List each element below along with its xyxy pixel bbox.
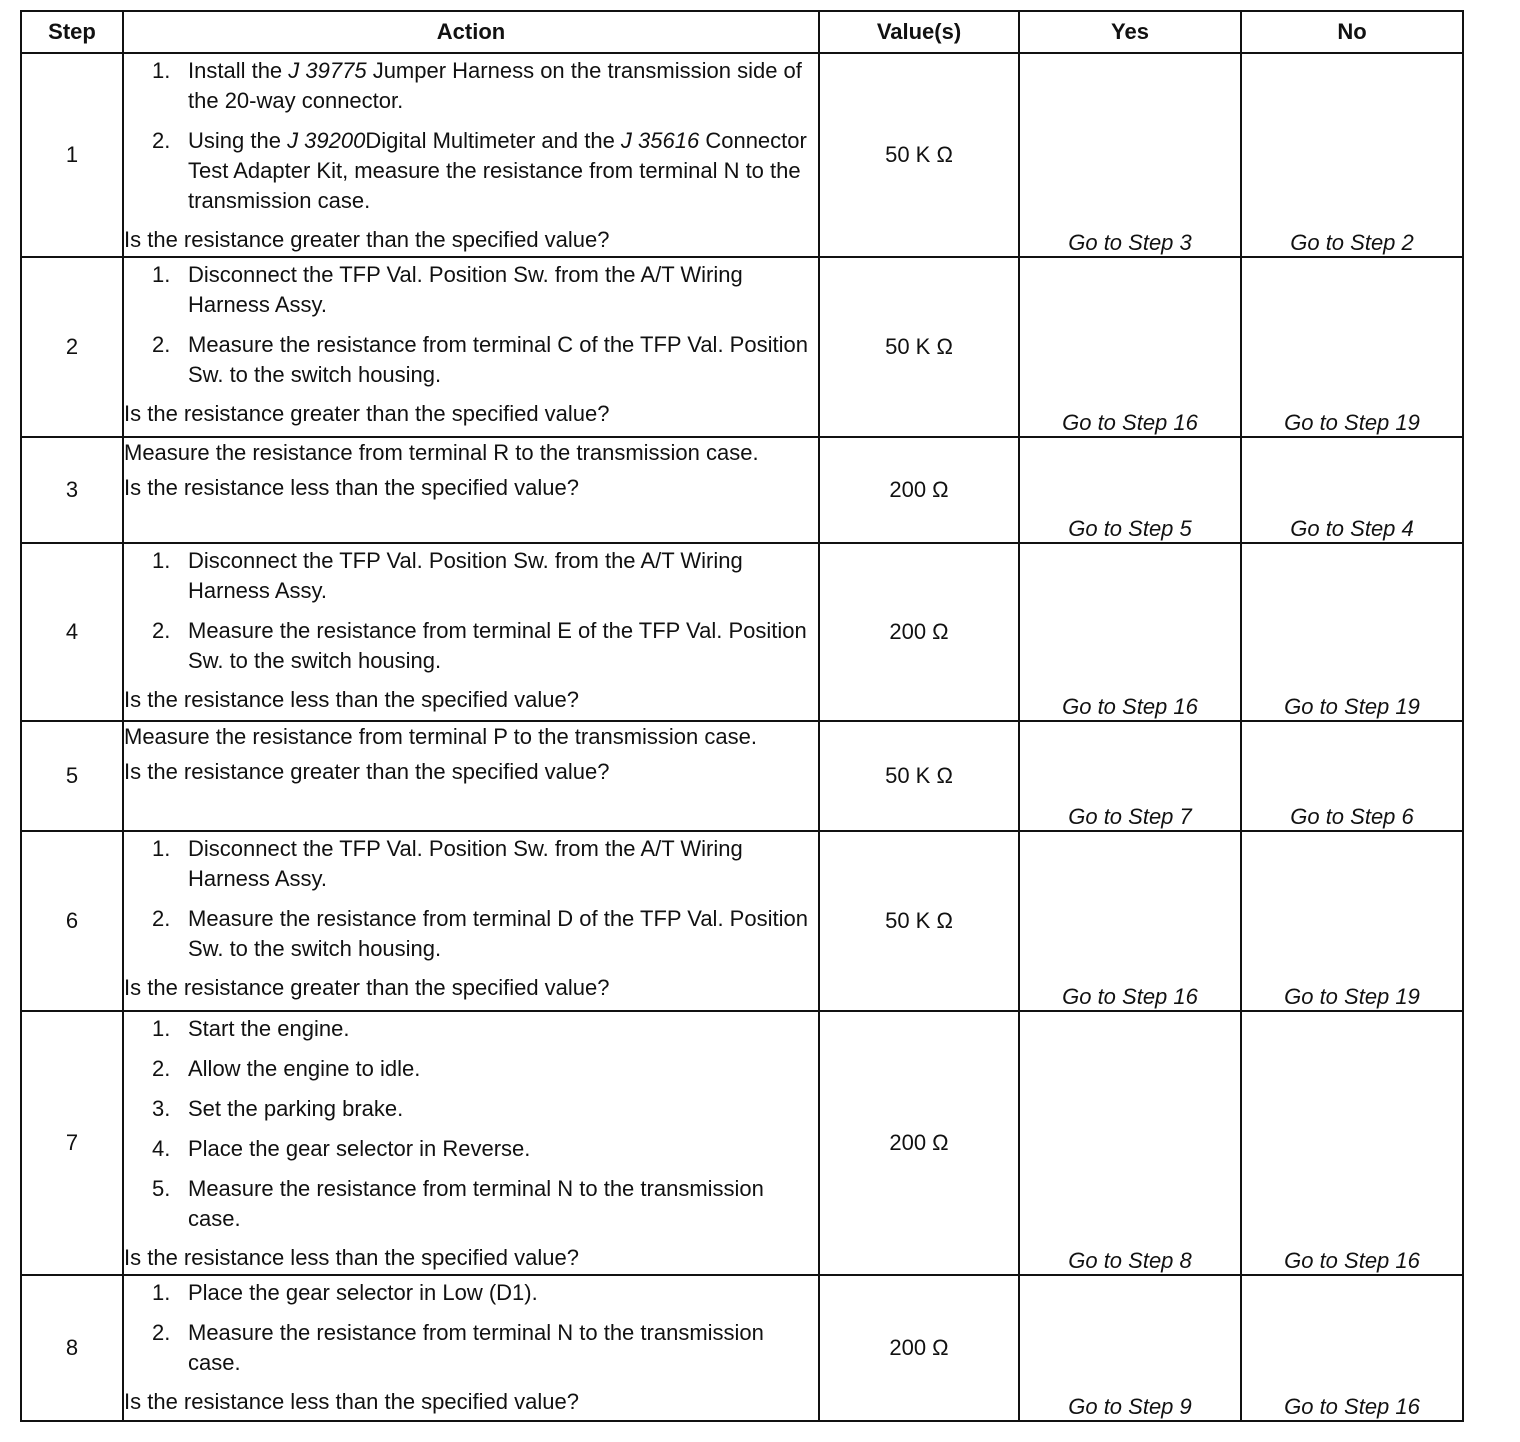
no-cell: Go to Step 6 xyxy=(1241,721,1463,831)
diagnostic-table xyxy=(20,10,1464,1422)
item-text: Measure the resistance from terminal D of the TFP Val. Position Sw. to the switch housing. xyxy=(188,906,808,961)
question-text: Is the resistance greater than the specified value? xyxy=(124,759,610,784)
table-row xyxy=(21,721,1463,831)
no-cell: Go to Step 16 xyxy=(1241,1275,1463,1421)
list-item xyxy=(152,56,818,116)
item-text-part: Connector Test Adapter Kit, measure the resistance from terminal N to the transmission case. xyxy=(188,128,807,213)
step-number: 6 xyxy=(21,831,123,1011)
no-cell: Go to Step 19 xyxy=(1241,543,1463,721)
item-text-part: Install the xyxy=(188,58,289,83)
value-cell: 200 Ω xyxy=(819,437,1019,543)
list-item xyxy=(152,1278,818,1308)
item-text: Measure the resistance from terminal E of the TFP Val. Position Sw. to the switch housing. xyxy=(188,618,807,673)
action-cell xyxy=(123,53,819,257)
header-no: No xyxy=(1241,11,1463,53)
yes-cell: Go to Step 16 xyxy=(1019,831,1241,1011)
action-cell xyxy=(123,543,819,721)
action-cell xyxy=(123,1011,819,1275)
question-text: Is the resistance greater than the specified value? xyxy=(124,975,610,1000)
header-values: Value(s) xyxy=(819,11,1019,53)
step-number: 3 xyxy=(21,437,123,543)
no-cell: Go to Step 19 xyxy=(1241,831,1463,1011)
action-cell xyxy=(123,257,819,437)
item-text-part: Jumper Harness on the transmission side of the 20-way connector. xyxy=(188,58,802,113)
item-text: Place the gear selector in Reverse. xyxy=(188,1136,531,1161)
list-item xyxy=(152,1014,818,1044)
item-text: Disconnect the TFP Val. Position Sw. from the A/T Wiring Harness Assy. xyxy=(188,262,743,317)
table-row xyxy=(21,1011,1463,1275)
item-text: Place the gear selector in Low (D1). xyxy=(188,1280,538,1305)
item-number: 2. xyxy=(152,1056,171,1081)
table-row xyxy=(21,831,1463,1011)
item-text xyxy=(188,126,818,216)
list-item xyxy=(152,260,818,320)
list-item xyxy=(152,330,818,390)
value-cell: 50 K Ω xyxy=(819,257,1019,437)
item-text xyxy=(188,56,818,116)
no-cell: Go to Step 2 xyxy=(1241,53,1463,257)
question-text: Is the resistance less than the specified value? xyxy=(124,687,579,712)
table-row xyxy=(21,437,1463,543)
list-item xyxy=(152,904,818,964)
item-number: 2. xyxy=(152,1320,171,1345)
item-number: 1. xyxy=(152,548,171,573)
header-yes: Yes xyxy=(1019,11,1241,53)
tool-reference: J 39200 xyxy=(287,128,366,153)
yes-cell: Go to Step 9 xyxy=(1019,1275,1241,1421)
item-number: 1. xyxy=(152,1280,171,1305)
item-text-part: Using the xyxy=(188,128,288,153)
item-number: 2. xyxy=(152,906,171,931)
item-text: Disconnect the TFP Val. Position Sw. from the A/T Wiring Harness Assy. xyxy=(188,548,743,603)
list-item xyxy=(152,1318,818,1378)
no-cell: Go to Step 4 xyxy=(1241,437,1463,543)
item-text-part: Digital Multimeter and the xyxy=(365,128,621,153)
item-text: Measure the resistance from terminal C of the TFP Val. Position Sw. to the switch housing. xyxy=(188,332,808,387)
list-item xyxy=(152,1054,818,1084)
table-row xyxy=(21,53,1463,257)
step-number: 4 xyxy=(21,543,123,721)
yes-cell: Go to Step 3 xyxy=(1019,53,1241,257)
item-number: 4. xyxy=(152,1136,171,1161)
table-row xyxy=(21,1275,1463,1421)
step-number: 7 xyxy=(21,1011,123,1275)
header-action: Action xyxy=(123,11,819,53)
item-number: 1. xyxy=(152,262,171,287)
question-text: Is the resistance greater than the specified value? xyxy=(124,227,610,252)
item-number: 3. xyxy=(152,1096,171,1121)
item-number: 2. xyxy=(152,618,171,643)
yes-cell: Go to Step 5 xyxy=(1019,437,1241,543)
step-number: 2 xyxy=(21,257,123,437)
item-text: Set the parking brake. xyxy=(188,1096,404,1121)
yes-cell: Go to Step 16 xyxy=(1019,543,1241,721)
value-cell: 50 K Ω xyxy=(819,721,1019,831)
list-item xyxy=(152,616,818,676)
question-text: Is the resistance less than the specified value? xyxy=(124,475,579,500)
action-text: Measure the resistance from terminal R to the transmission case. xyxy=(124,440,759,465)
list-item xyxy=(152,1134,818,1164)
value-cell: 200 Ω xyxy=(819,1011,1019,1275)
no-cell: Go to Step 19 xyxy=(1241,257,1463,437)
item-number: 1. xyxy=(152,1016,171,1041)
question-text: Is the resistance greater than the specified value? xyxy=(124,401,610,426)
step-number: 5 xyxy=(21,721,123,831)
item-text: Measure the resistance from terminal N to the transmission case. xyxy=(188,1176,764,1231)
value-cell: 200 Ω xyxy=(819,543,1019,721)
action-cell xyxy=(123,1275,819,1421)
list-item xyxy=(152,546,818,606)
item-text: Disconnect the TFP Val. Position Sw. from the A/T Wiring Harness Assy. xyxy=(188,836,743,891)
header-step: Step xyxy=(21,11,123,53)
no-cell: Go to Step 16 xyxy=(1241,1011,1463,1275)
action-cell xyxy=(123,721,819,831)
table-row xyxy=(21,257,1463,437)
yes-cell: Go to Step 16 xyxy=(1019,257,1241,437)
action-cell xyxy=(123,437,819,543)
action-cell xyxy=(123,831,819,1011)
step-number: 1 xyxy=(21,53,123,257)
yes-cell: Go to Step 7 xyxy=(1019,721,1241,831)
question-text: Is the resistance less than the specified value? xyxy=(124,1245,579,1270)
item-number: 5. xyxy=(152,1176,171,1201)
item-text: Measure the resistance from terminal N to the transmission case. xyxy=(188,1320,764,1375)
list-item xyxy=(152,126,818,216)
action-text: Measure the resistance from terminal P to the transmission case. xyxy=(124,724,757,749)
list-item xyxy=(152,834,818,894)
list-item xyxy=(152,1094,818,1124)
item-number: 2. xyxy=(152,332,171,357)
question-text: Is the resistance less than the specified value? xyxy=(124,1389,579,1414)
value-cell: 50 K Ω xyxy=(819,53,1019,257)
item-text: Start the engine. xyxy=(188,1016,350,1041)
item-text: Allow the engine to idle. xyxy=(188,1056,421,1081)
item-number: 2. xyxy=(152,128,171,153)
item-number: 1. xyxy=(152,58,171,83)
value-cell: 50 K Ω xyxy=(819,831,1019,1011)
tool-reference: J 35616 xyxy=(620,128,700,153)
tool-reference: J 39775 xyxy=(288,58,367,83)
list-item xyxy=(152,1174,818,1234)
item-number: 1. xyxy=(152,836,171,861)
step-number: 8 xyxy=(21,1275,123,1421)
table-row xyxy=(21,543,1463,721)
value-cell: 200 Ω xyxy=(819,1275,1019,1421)
yes-cell: Go to Step 8 xyxy=(1019,1011,1241,1275)
diagnostic-page xyxy=(20,10,1462,1422)
header-row xyxy=(21,11,1463,53)
